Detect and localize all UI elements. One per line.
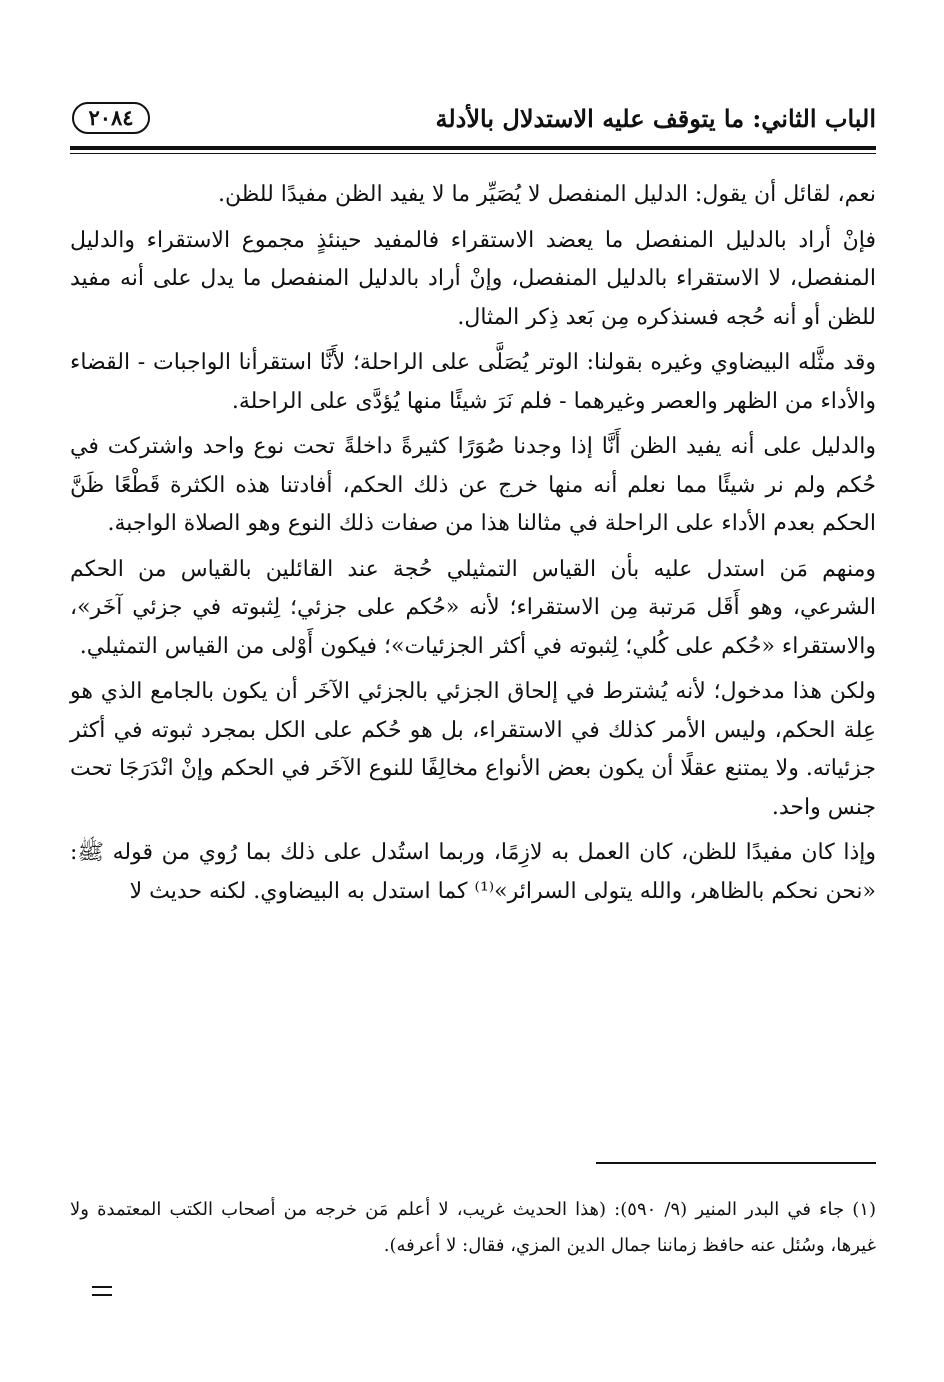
main-text <box>70 176 876 918</box>
footnotes <box>70 1192 876 1264</box>
paragraph: وقد مثَّله البيضاوي وغيره بقولنا: الوتر يُصَلَّى على الراحلة؛ لأَنَّا استقرأنا الواجبات - القضاء والأداء من الظهر والعصر وغيرهما - فلم نَرَ شيئًا منها يُؤدَّى على الراحلة. <box>70 350 876 414</box>
paragraph: والدليل على أنه يفيد الظن أَنَّا إذا وجدنا صُوَرًا كثيرةً داخلةً تحت نوع واحد واشتركت في حُكم ولم نر شيئًا مما نعلم أنه منها خرج عن ذلك الحكم، أفادتنا هذه الكثرة قَطْعًا ظَنَّ الحكم بعدم الأداء على الراحلة في مثالنا هذا من صفات ذلك النوع وهو الصلاة الواجبة. <box>70 434 876 536</box>
running-header <box>70 96 876 140</box>
paragraph: وإذا كان مفيدًا للظن، كان العمل به لازِمًا، وربما استُدل على ذلك بما رُوي من قوله ﷺ: «نحن نحكم بالظاهر، والله يتولى السرائر»⁽¹⁾ كما استدل به البيضاوي. لكنه حديث لا <box>70 840 876 904</box>
page-number: ٢٠٨٤ <box>72 102 150 134</box>
header-rule-thin <box>70 153 876 154</box>
header-rule-thick <box>70 146 876 150</box>
paragraph: ومنهم مَن استدل عليه بأن القياس التمثيلي حُجة عند القائلين بالقياس من الحكم الشرعي، وهو أَقَل مَرتبة مِن الاستقراء؛ لأنه «حُكم على جزئي؛ لِثبوته في جزئي آخَر»، والاستقراء «حُكم على كُلي؛ لِثبوته في أكثر الجزئيات»؛ فيكون أَوْلى من القياس التمثيلي. <box>70 556 876 659</box>
footnote: (١) جاء في البدر المنير (٩/ ٥٩٠): (هذا الحديث غريب، لا أعلم مَن خرجه من أصحاب الكتب المعتمدة ولا غيرها، وسُئل عنه حافظ زماننا جمال الدين المزي، فقال: لا أعرفه). <box>70 1199 876 1256</box>
continuation-mark <box>92 1286 112 1298</box>
chapter-title: الباب الثاني: ما يتوقف عليه الاستدلال بالأدلة <box>435 104 876 133</box>
paragraph: فإنْ أراد بالدليل المنفصل ما يعضد الاستقراء فالمفيد حينئذٍ مجموع الاستقراء والدليل المنفصل، لا الاستقراء بالدليل المنفصل، وإنْ أراد بالدليل المنفصل ما يدل على أنه مفيد للظن أو أنه حُجه فسنذكره مِن بَعد ذِكر المثال. <box>70 227 876 330</box>
paragraph: نعم، لقائل أن يقول: الدليل المنفصل لا يُصَيِّر ما لا يفيد الظن مفيدًا للظن. <box>218 182 876 207</box>
paragraph: ولكن هذا مدخول؛ لأنه يُشترط في إلحاق الجزئي بالجزئي الآخَر أن يكون بالجامع الذي هو عِلة الحكم، وليس الأمر كذلك في الاستقراء، بل هو حُكم على الكل بمجرد ثبوته في أكثر جزئياته. ولا يمتنع عقلًا أن يكون بعض الأنواع مخالِفًا للنوع الآخَر في الحكم وإنْ انْدَرَجَا تحت جنس واحد. <box>70 679 876 820</box>
footnote-separator <box>596 1162 876 1164</box>
